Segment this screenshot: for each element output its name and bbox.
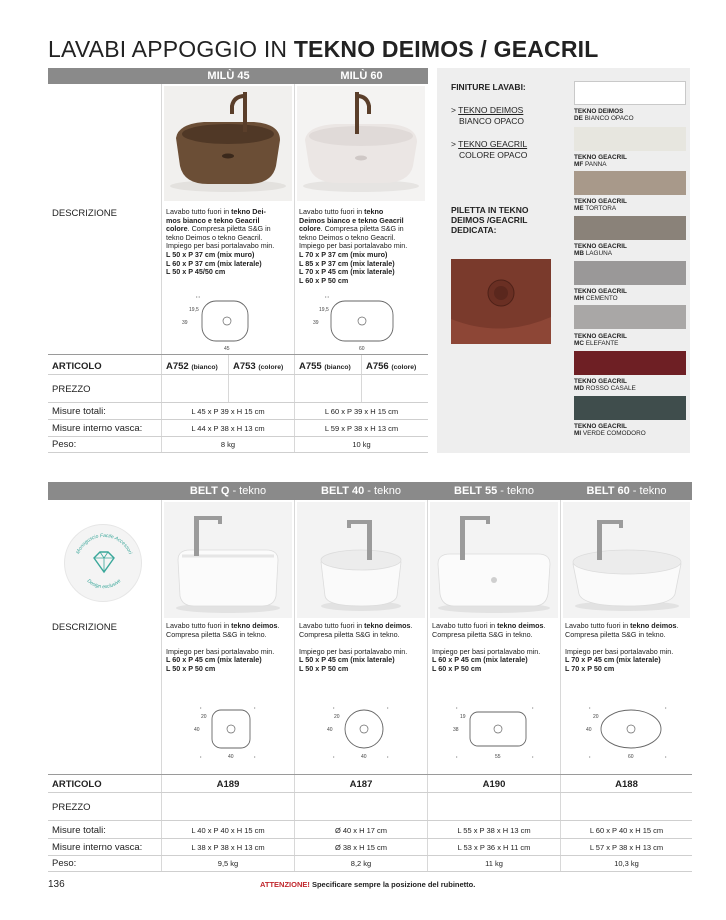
article-code-a756: A756 (colore) xyxy=(366,361,417,372)
label-misure-interno-belt: Misure interno vasca: xyxy=(52,842,143,853)
product-photo-belt-55 xyxy=(430,502,558,618)
swatch-de xyxy=(574,81,686,105)
svg-text:•: • xyxy=(665,705,667,710)
dimension-diagram-belt-60 xyxy=(581,704,677,762)
description-belt-q: Lavabo tutto fuori in tekno deimos. Compresa piletta S&G in tekno. Impiego per basi portalavabo min. L 60 x P 45 cm (mix laterale) L 50 x P 50 cm xyxy=(166,621,280,673)
dimension-diagram-milu-45 xyxy=(178,294,268,352)
label-misure-totali-belt: Misure totali: xyxy=(52,825,106,836)
article-code-a753: A753 (colore) xyxy=(233,361,284,372)
misure-interno-milu-45: L 44 x P 38 x H 13 cm xyxy=(191,424,265,433)
svg-text:•: • xyxy=(333,754,335,759)
misure-totali-belt-60: L 60 x P 40 x H 15 cm xyxy=(589,826,664,835)
badge-text-top: Monoguscio Facile Accessori xyxy=(75,532,133,556)
dim-b-milu-45: 39 xyxy=(182,320,188,326)
page-number: 136 xyxy=(48,879,65,890)
svg-text:•: • xyxy=(589,754,591,759)
table-milu-header xyxy=(48,68,428,84)
svg-text:•: • xyxy=(200,705,202,710)
label-misure-interno: Misure interno vasca: xyxy=(52,423,143,434)
dim-a-milu-60: 19,5 xyxy=(319,307,329,313)
basin-round-image xyxy=(297,502,425,618)
dimension-diagram-milu-60 xyxy=(311,294,411,352)
swatch-label-mb: TEKNO GEACRIL MB LAGUNA xyxy=(574,243,627,257)
description-belt-55: Lavabo tutto fuori in tekno deimos. Compresa piletta S&G in tekno. Impiego per basi portalavabo min. L 60 x P 45 cm (mix laterale) L 60 x P 50 cm xyxy=(432,621,546,673)
label-articolo: ARTICOLO xyxy=(52,361,102,372)
label-prezzo-belt: PREZZO xyxy=(52,802,91,813)
svg-text:• •: • • xyxy=(196,294,200,299)
swatch-label-mh: TEKNO GEACRIL MH CEMENTO xyxy=(574,288,627,302)
article-code-a189: A189 xyxy=(216,779,240,790)
column-header-milu-45: MILÙ 45 xyxy=(207,70,250,82)
badge-text-bottom: Design exclusive xyxy=(85,578,123,591)
dim-c-milu-60: 60 xyxy=(359,346,365,352)
basin-rectangular-image xyxy=(430,502,558,618)
product-photo-belt-q xyxy=(164,502,292,618)
article-code-a187: A187 xyxy=(349,779,373,790)
dim-c-belt-55: 55 xyxy=(495,754,501,760)
misure-interno-milu-60: L 59 x P 38 x H 13 cm xyxy=(324,424,399,433)
misure-interno-belt-q: L 38 x P 38 x H 13 cm xyxy=(191,843,265,852)
svg-text:•: • xyxy=(665,754,667,759)
finishes-panel xyxy=(437,68,690,453)
label-peso-belt: Peso: xyxy=(52,858,77,869)
svg-text:•: • xyxy=(589,705,591,710)
swatch-mi xyxy=(574,396,686,420)
misure-interno-belt-55: L 53 x P 36 x H 11 cm xyxy=(457,843,531,852)
piletta-drain-image xyxy=(451,259,551,344)
dim-b-belt-55: 38 xyxy=(453,727,459,733)
peso-belt-60: 10,3 kg xyxy=(614,859,639,868)
peso-milu-60: 10 kg xyxy=(352,440,371,449)
label-misure-totali: Misure totali: xyxy=(52,406,106,417)
finish-item-geacril: > TEKNO GEACRIL COLORE OPACO xyxy=(451,139,528,160)
description-milu-60: Lavabo tutto fuori in tekno Deimos bianco e tekno Geacril colore. Compresa piletta S&G in tekno Deimos o tekno Geacril. Impiego per basi portalavabo min. L 70 x P 37 cm (mix muro) L 85 x P 37 cm (mix laterale) L 70 x P 45 cm (mix laterale) L 60 x P 50 cm xyxy=(299,207,408,285)
basin-square-image xyxy=(164,502,292,618)
title-light: LAVABI APPOGGIO IN xyxy=(48,36,294,62)
finish-item-deimos: > TEKNO DEIMOS BIANCO OPACO xyxy=(451,105,525,126)
label-prezzo: PREZZO xyxy=(52,384,91,395)
product-photo-belt-60 xyxy=(563,502,690,618)
misure-totali-milu-45: L 45 x P 39 x H 15 cm xyxy=(191,407,265,416)
description-belt-40: Lavabo tutto fuori in tekno deimos. Compresa piletta S&G in tekno. Impiego per basi portalavabo min. L 50 x P 45 cm (mix laterale) L 50 x P 50 cm xyxy=(299,621,413,673)
swatch-label-me: TEKNO GEACRIL ME TORTORA xyxy=(574,198,627,212)
misure-interno-belt-60: L 57 x P 38 x H 13 cm xyxy=(589,843,664,852)
swatch-label-md: TEKNO GEACRIL MD ROSSO CASALE xyxy=(574,378,636,392)
product-photo-belt-40 xyxy=(297,502,425,618)
column-header-belt-40: BELT 40 - tekno xyxy=(321,485,401,497)
column-header-milu-60: MILÙ 60 xyxy=(340,70,383,82)
dimension-diagram-belt-q xyxy=(188,704,268,762)
svg-text:•: • xyxy=(387,754,389,759)
label-articolo-belt: ARTICOLO xyxy=(52,779,102,790)
column-header-belt-55: BELT 55 - tekno xyxy=(454,485,534,497)
swatch-label-mc: TEKNO GEACRIL MC ELEFANTE xyxy=(574,333,627,347)
page-title xyxy=(48,36,599,63)
column-header-belt-q: BELT Q - tekno xyxy=(189,485,267,497)
dim-a-milu-45: 19,5 xyxy=(189,307,199,313)
peso-belt-55: 11 kg xyxy=(485,859,503,868)
dim-b-belt-q: 40 xyxy=(194,727,200,733)
table-belt-header xyxy=(48,482,692,500)
svg-text:• •: • • xyxy=(325,294,329,299)
misure-totali-milu-60: L 60 x P 39 x H 15 cm xyxy=(324,407,399,416)
label-descrizione-belt: DESCRIZIONE xyxy=(52,622,117,633)
swatch-mb xyxy=(574,216,686,240)
table-belt xyxy=(48,482,692,872)
diamond-badge-icon xyxy=(65,525,143,603)
dim-a-belt-q: 20 xyxy=(201,714,207,720)
misure-totali-belt-55: L 55 x P 38 x H 13 cm xyxy=(457,826,531,835)
label-descrizione: DESCRIZIONE xyxy=(52,208,117,219)
swatch-me xyxy=(574,171,686,195)
dimension-diagram-belt-55 xyxy=(448,704,544,762)
svg-text:•: • xyxy=(200,754,202,759)
article-code-a188: A188 xyxy=(615,779,638,790)
dim-a-belt-55: 19 xyxy=(460,714,466,720)
title-bold: TEKNO DEIMOS / GEACRIL xyxy=(293,36,599,62)
article-code-a190: A190 xyxy=(482,779,506,790)
peso-belt-q: 9,5 kg xyxy=(217,859,239,868)
peso-milu-45: 8 kg xyxy=(220,440,236,449)
swatch-label-de: TEKNO DEIMOS DE BIANCO OPACO xyxy=(574,108,634,122)
svg-text:•: • xyxy=(254,705,256,710)
dimension-diagram-belt-40 xyxy=(321,704,401,762)
svg-text:•: • xyxy=(333,705,335,710)
product-photo-milu-45 xyxy=(164,86,292,201)
swatch-md xyxy=(574,351,686,375)
svg-text:•: • xyxy=(387,705,389,710)
swatch-label-mi: TEKNO GEACRIL MI VERDE COMODORO xyxy=(574,423,646,437)
swatch-mc xyxy=(574,305,686,329)
dim-b-belt-40: 40 xyxy=(327,727,333,733)
article-code-a755: A755 (bianco) xyxy=(299,361,351,372)
description-milu-45: Lavabo tutto fuori in tekno Dei- mos bianco e tekno Geacril colore. Compresa piletta S&G in tekno Deimos o tekno Geacril. Impiego per basi portalavabo min. L 50 x P 37 cm (mix muro) L 60 x P 37 cm (mix laterale) L 50 x P 45/50 cm xyxy=(166,207,275,277)
dim-c-milu-45: 45 xyxy=(224,346,230,352)
label-peso: Peso: xyxy=(52,439,77,450)
misure-totali-belt-40: Ø 40 x H 17 cm xyxy=(334,826,388,835)
dim-a-belt-40: 20 xyxy=(334,714,340,720)
description-belt-60: Lavabo tutto fuori in tekno deimos. Compresa piletta S&G in tekno. Impiego per basi portalavabo min. L 70 x P 45 cm (mix laterale) L 70 x P 50 cm xyxy=(565,621,679,673)
swatch-mf xyxy=(574,127,686,151)
svg-text:•: • xyxy=(456,705,458,710)
dim-c-belt-q: 40 xyxy=(228,754,234,760)
basin-brown-image xyxy=(164,86,292,201)
peso-belt-40: 8,2 kg xyxy=(350,859,372,868)
attention-note: ATTENZIONE! Specificare sempre la posizione del rubinetto. xyxy=(260,880,476,889)
misure-totali-belt-q: L 40 x P 40 x H 15 cm xyxy=(191,826,265,835)
attention-label: ATTENZIONE! xyxy=(260,880,310,889)
misure-interno-belt-40: Ø 38 x H 15 cm xyxy=(334,843,388,852)
svg-text:Design exclusive xyxy=(86,578,123,590)
design-badge xyxy=(64,524,142,602)
svg-text:•: • xyxy=(532,705,534,710)
swatch-mh xyxy=(574,261,686,285)
basin-white-image xyxy=(297,86,425,201)
dim-b-belt-60: 40 xyxy=(586,727,592,733)
dim-b-milu-60: 39 xyxy=(313,320,319,326)
svg-text:•: • xyxy=(254,754,256,759)
svg-text:•: • xyxy=(532,754,534,759)
column-header-belt-60: BELT 60 - tekno xyxy=(586,485,667,497)
basin-oval-image xyxy=(563,502,690,618)
article-code-a752: A752 (bianco) xyxy=(166,361,218,372)
dim-c-belt-60: 60 xyxy=(628,754,634,760)
product-photo-milu-60 xyxy=(297,86,425,201)
finishes-title: FINITURE LAVABI: xyxy=(451,82,526,92)
swatch-label-mf: TEKNO GEACRIL MF PANNA xyxy=(574,154,627,168)
piletta-title: PILETTA IN TEKNO DEIMOS /GEACRIL DEDICATA: xyxy=(451,205,529,235)
svg-text:•: • xyxy=(456,754,458,759)
table-milu xyxy=(48,68,428,453)
dim-a-belt-60: 20 xyxy=(593,714,599,720)
dim-c-belt-40: 40 xyxy=(361,754,367,760)
